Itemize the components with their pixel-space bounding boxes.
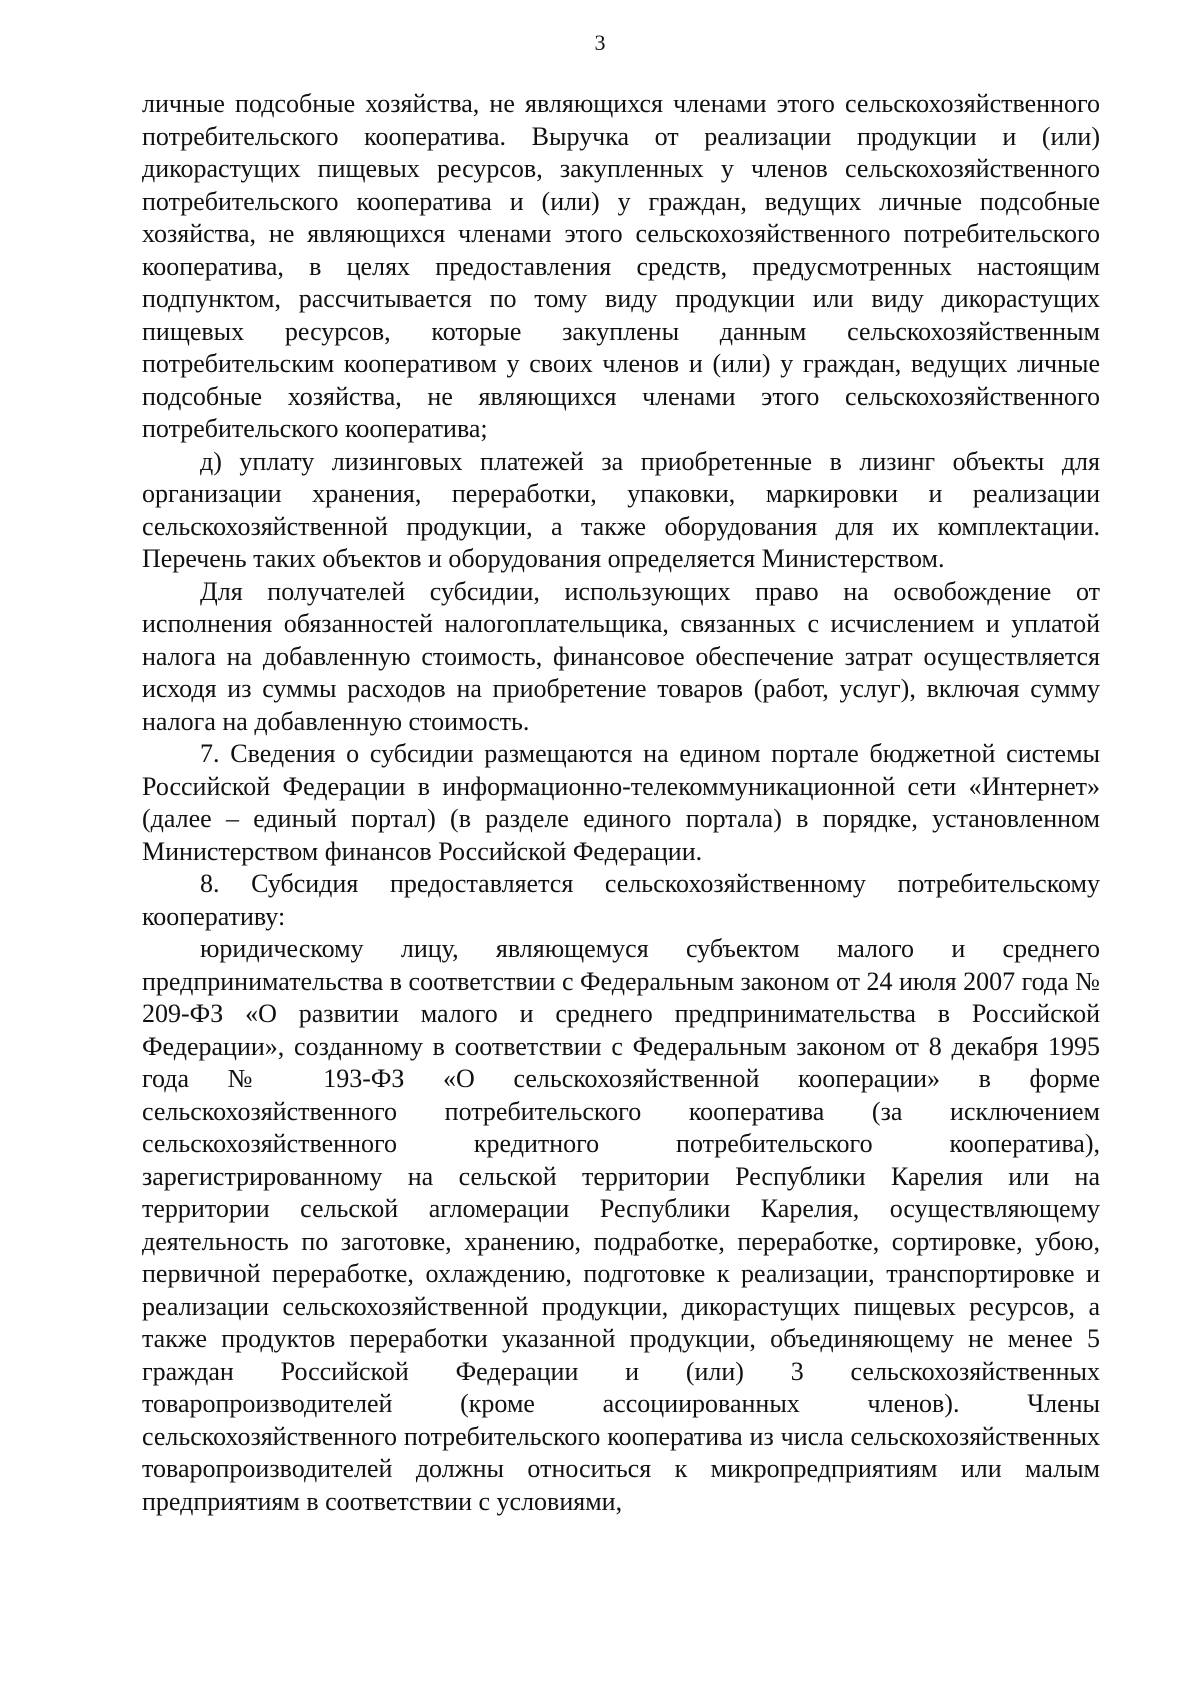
paragraph-legal-entity: юридическому лицу, являющемуся субъектом малого и среднего предпринимательства в соответствии с Федеральным законом от 24 июля 2007 года № 209-ФЗ «О развитии малого и среднего предпринимательства в Российской Федерации», созданному в соответствии с Федеральным законом от 8 декабря 1995 года № 193-ФЗ «О сельскохозяйственной кооперации» в форме сельскохозяйственного потребительского кооператива (за исключением сельскохозяйственного кредитного потребительского кооператива), зарегистрированному на сельской территории Республики Карелия или на территории сельской агломерации Республики Карелия, осуществляющему деятельность по заготовке, хранению, подработке, переработке, сортировке, убою, первичной переработке, охлаждению, подготовке к реализации, транспортировке и реализации сельскохозяйственной продукции, дикорастущих пищевых ресурсов, а также продуктов переработки указанной продукции, объединяющему не менее 5 граждан Российской Федерации и (или) 3 сельскохозяйственных товаропроизводителей (кроме ассоциированных членов). Члены сельскохозяйственного потребительского кооператива из числа сельскохозяйственных товаропроизводителей должны относиться к микропредприятиям или малым предприятиям в соответствии с условиями,	[142, 934, 1100, 1516]
paragraph-vat: Для получателей субсидии, использующих право на освобождение от исполнения обязанностей налогоплательщика, связанных с исчислением и уплатой налога на добавленную стоимость, финансовое обеспечение затрат осуществляется исходя из суммы расходов на приобретение товаров (работ, услуг), включая сумму налога на добавленную стоимость.	[142, 576, 1100, 736]
paragraph-continuation: личные подсобные хозяйства, не являющихся членами этого сельскохозяйственного потребительского кооператива. Выручка от реализации продукции и (или) дикорастущих пищевых ресурсов, закупленных у членов сельскохозяйственного потребительского кооператива и (или) у граждан, ведущих личные подсобные хозяйства, не являющихся членами этого сельскохозяйственного потребительского кооператива, в целях предоставления средств, предусмотренных настоящим подпунктом, рассчитывается по тому виду продукции или виду дикорастущих пищевых ресурсов, которые закуплены данным сельскохозяйственным потребительским кооперативом у своих членов и (или) у граждан, ведущих личные подсобные хозяйства, не являющихся членами этого сельскохозяйственного потребительского кооператива;	[142, 89, 1100, 443]
paragraph-item-d: д) уплату лизинговых платежей за приобретенные в лизинг объекты для организации хранения, переработки, упаковки, маркировки и реализации сельскохозяйственной продукции, а также оборудования для их комплектации. Перечень таких объектов и оборудования определяется Министерством.	[142, 446, 1100, 573]
page-number: 3	[594, 30, 606, 55]
document-body	[142, 88, 1100, 1518]
paragraph-section-8: 8. Субсидия предоставляется сельскохозяйственному потребительскому кооперативу:	[142, 869, 1100, 931]
paragraph-section-7: 7. Сведения о субсидии размещаются на едином портале бюджетной системы Российской Федерации в информационно-телекоммуникационной сети «Интернет» (далее – единый портал) (в разделе единого портала) в порядке, установленном Министерством финансов Российской Федерации.	[142, 739, 1100, 866]
